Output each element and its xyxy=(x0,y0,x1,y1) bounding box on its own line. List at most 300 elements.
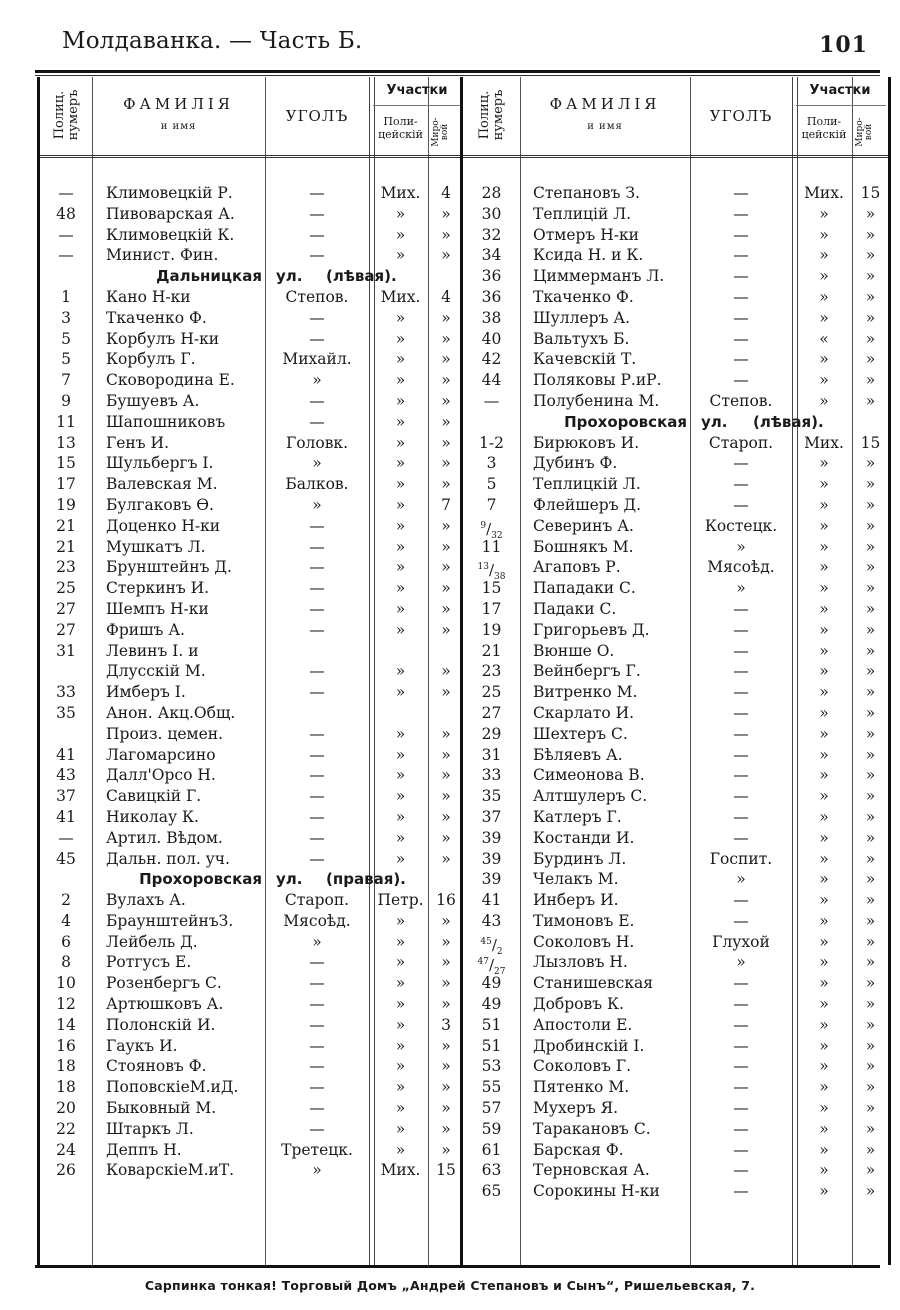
magistrate-district: 4 xyxy=(441,184,451,202)
corner-street: — xyxy=(309,1119,325,1138)
police-number: 19 xyxy=(56,495,76,514)
street-side: (лѣвая). xyxy=(753,412,824,431)
table-row xyxy=(40,537,463,558)
table-row xyxy=(463,287,888,308)
magistrate-district: » xyxy=(865,995,876,1014)
surname-name: КоварскіеМ.иТ. xyxy=(106,1161,235,1180)
police-number: 36 xyxy=(481,287,502,306)
table-row xyxy=(463,204,888,225)
table-row xyxy=(463,245,888,266)
table-row xyxy=(463,349,888,370)
magistrate-district: » xyxy=(865,204,876,223)
police-district: » xyxy=(395,1057,406,1076)
surname-name: Качевскій Т. xyxy=(533,350,637,369)
corner-street: Степов. xyxy=(285,287,349,306)
surname-name: Николау К. xyxy=(106,807,199,826)
police-number: 41 xyxy=(56,745,76,764)
table-row xyxy=(463,1140,888,1161)
surname-name: Дробинскій І. xyxy=(533,1036,645,1055)
table-row xyxy=(463,911,888,932)
police-number: 13 xyxy=(56,433,76,452)
police-number: 16 xyxy=(56,1036,76,1055)
table-row xyxy=(463,578,888,599)
corner-street: — xyxy=(733,454,749,473)
table-row xyxy=(40,516,463,537)
table-row xyxy=(40,1036,463,1057)
police-number: — xyxy=(483,391,500,410)
magistrate-district: » xyxy=(865,1161,876,1180)
corner-street: » xyxy=(312,1161,322,1180)
corner-street: — xyxy=(733,766,749,785)
surname-name: Бѣляевъ А. xyxy=(533,745,623,764)
police-district: » xyxy=(395,724,406,743)
police-number: 20 xyxy=(56,1099,76,1118)
magistrate-district: » xyxy=(441,766,451,785)
police-number: 15 xyxy=(56,454,76,473)
table-row xyxy=(463,952,888,978)
surname-name: Анон. Акц.Общ. xyxy=(106,703,236,722)
magistrate-district: » xyxy=(865,683,876,702)
table-row xyxy=(40,828,463,849)
magistrate-district: » xyxy=(865,1140,876,1159)
magistrate-district: » xyxy=(441,683,451,702)
magistrate-district: » xyxy=(441,828,451,847)
police-district: » xyxy=(819,287,829,306)
police-number: 11 xyxy=(56,412,76,431)
header-districts: Участки xyxy=(809,83,871,98)
table-row xyxy=(40,391,463,412)
surname-name: Климовецкій Р. xyxy=(106,184,233,202)
corner-street: — xyxy=(733,911,749,930)
police-district: « xyxy=(819,329,829,348)
police-district: » xyxy=(819,391,829,410)
corner-street: — xyxy=(309,1015,325,1034)
corner-street: Балков. xyxy=(285,475,349,494)
police-district: » xyxy=(395,620,406,639)
police-number: 33 xyxy=(481,766,502,785)
corner-street: — xyxy=(309,745,325,764)
police-number: 26 xyxy=(56,1161,76,1180)
corner-street: — xyxy=(309,204,325,223)
police-number: 5 xyxy=(61,350,71,369)
corner-street: Староп. xyxy=(284,891,350,910)
police-number: 19 xyxy=(481,620,502,639)
corner-street: — xyxy=(733,184,749,202)
corner-street: — xyxy=(309,184,325,202)
police-district: » xyxy=(395,329,406,348)
police-district: » xyxy=(395,246,406,265)
corner-street: Мясоѣд. xyxy=(283,911,351,930)
header-surname xyxy=(520,95,690,132)
corner-street: — xyxy=(309,1078,325,1097)
surname-name: Генъ И. xyxy=(106,433,169,452)
police-district: » xyxy=(395,662,406,681)
header-districts: Участки xyxy=(386,83,448,98)
police-district: » xyxy=(819,495,829,514)
police-number: 23 xyxy=(56,558,76,577)
police-number: — xyxy=(58,184,74,202)
corner-street: » xyxy=(736,953,746,972)
surname-name: Дальн. пол. уч. xyxy=(106,849,230,868)
table-row xyxy=(463,599,888,620)
surname-name: Вюнше О. xyxy=(533,641,615,660)
police-number: 51 xyxy=(481,1015,502,1034)
police-district: » xyxy=(819,350,829,369)
corner-street: — xyxy=(733,724,749,743)
corner-street: — xyxy=(309,807,325,826)
corner-street: — xyxy=(309,849,325,868)
table-row xyxy=(463,807,888,828)
header-police xyxy=(796,115,852,141)
police-district: » xyxy=(819,558,829,577)
police-district: » xyxy=(819,204,829,223)
police-number: 59 xyxy=(481,1119,502,1138)
bottom-rule xyxy=(35,1265,880,1268)
magistrate-district: » xyxy=(441,454,451,473)
table-row xyxy=(463,703,888,724)
corner-street: — xyxy=(309,558,325,577)
police-district: » xyxy=(819,308,829,327)
police-district: » xyxy=(395,1015,406,1034)
corner-street: Третецк. xyxy=(281,1140,353,1159)
surname-name: Барская Ф. xyxy=(533,1140,624,1159)
corner-street: Костецк. xyxy=(704,516,778,535)
police-district: » xyxy=(819,1182,829,1201)
police-district: » xyxy=(819,454,829,473)
table-row xyxy=(40,1119,463,1140)
surname-name: ПоповскіеМ.иД. xyxy=(106,1078,239,1097)
police-district: » xyxy=(819,1078,829,1097)
police-number: 30 xyxy=(481,204,502,223)
police-number: 39 xyxy=(481,828,502,847)
magistrate-district: » xyxy=(441,371,451,390)
magistrate-district: » xyxy=(441,1057,451,1076)
magistrate-district: » xyxy=(865,1099,876,1118)
magistrate-district: » xyxy=(441,974,451,993)
surname-name: Теплицкій Л. xyxy=(533,475,641,494)
surname-name: Добровъ К. xyxy=(533,995,624,1014)
header-num-line2: нумеръ xyxy=(66,89,81,141)
table-row xyxy=(463,1056,888,1077)
magistrate-district: » xyxy=(865,350,876,369)
corner-street: — xyxy=(309,412,325,431)
magistrate-district: » xyxy=(441,745,451,764)
table-row xyxy=(463,932,888,957)
table-row xyxy=(463,973,888,994)
magistrate-district: » xyxy=(865,787,876,806)
corner-street: » xyxy=(312,495,322,514)
surname-name: Лызловъ Н. xyxy=(533,953,628,972)
corner-street: — xyxy=(733,703,749,722)
table-row xyxy=(463,266,888,287)
magistrate-district: » xyxy=(441,246,451,265)
corner-street: — xyxy=(309,683,325,702)
police-district: » xyxy=(395,745,406,764)
surname-name: Соколовъ Н. xyxy=(533,932,635,951)
magistrate-district: » xyxy=(441,1078,451,1097)
surname-name: Бирюковъ И. xyxy=(533,433,640,452)
police-district: » xyxy=(395,1036,406,1055)
corner-street: — xyxy=(733,225,749,244)
police-district: » xyxy=(819,766,829,785)
magistrate-district: » xyxy=(441,1119,451,1138)
police-number: 25 xyxy=(56,579,76,598)
police-number: 17 xyxy=(56,475,76,494)
police-district: » xyxy=(819,225,829,244)
police-number: 5 xyxy=(61,329,71,348)
table-row xyxy=(463,620,888,641)
police-number: 23 xyxy=(481,662,502,681)
surname-name: Длусскій М. xyxy=(106,662,206,681)
police-number: 51 xyxy=(481,1036,502,1055)
police-district: » xyxy=(395,454,406,473)
table-row xyxy=(463,869,888,890)
police-district: » xyxy=(819,953,829,972)
corner-street: Степов. xyxy=(709,391,773,410)
police-number: 1 xyxy=(61,287,71,306)
table-row xyxy=(40,661,463,682)
magistrate-district: » xyxy=(441,204,451,223)
police-number: 4 xyxy=(61,911,71,930)
corner-street: — xyxy=(733,308,749,327)
table-row xyxy=(40,183,463,204)
corner-street: Михайл. xyxy=(282,350,352,369)
police-district: » xyxy=(819,475,829,494)
corner-street: — xyxy=(309,225,325,244)
police-district: » xyxy=(819,1140,829,1159)
police-number: 38 xyxy=(481,308,502,327)
table-row xyxy=(463,1098,888,1119)
police-number: 41 xyxy=(481,891,502,910)
header-mir-line2: вой xyxy=(864,123,874,141)
corner-street: — xyxy=(733,599,749,618)
police-number: 21 xyxy=(56,537,76,556)
table-row xyxy=(463,724,888,745)
police-number: — xyxy=(58,246,74,265)
table-header xyxy=(463,77,888,158)
police-district: » xyxy=(819,995,829,1014)
corner-street: — xyxy=(733,1036,749,1055)
police-district: » xyxy=(819,745,829,764)
police-district: » xyxy=(819,641,829,660)
corner-street: — xyxy=(309,1099,325,1118)
police-number: 39 xyxy=(481,849,502,868)
street-section-heading xyxy=(40,266,463,287)
surname-name: Станишевская xyxy=(533,974,654,993)
police-district: Мих. xyxy=(380,184,421,202)
table-row xyxy=(40,620,463,641)
police-district: Мих. xyxy=(804,433,844,452)
corner-street: » xyxy=(736,870,746,889)
surname-name: Инберъ И. xyxy=(533,891,619,910)
police-number: 21 xyxy=(56,516,76,535)
left-directory-table xyxy=(37,77,463,1265)
table-row xyxy=(40,994,463,1015)
police-district: » xyxy=(395,516,406,535)
corner-street: » xyxy=(312,371,322,390)
magistrate-district: » xyxy=(441,1036,451,1055)
police-number: 27 xyxy=(56,599,76,618)
police-district: » xyxy=(819,516,829,535)
corner-street: » xyxy=(736,537,746,556)
police-number: 55 xyxy=(481,1078,502,1097)
surname-name: Быковный М. xyxy=(106,1099,217,1118)
surname-name: Алтшулеръ С. xyxy=(533,787,648,806)
table-row xyxy=(463,641,888,662)
magistrate-district: » xyxy=(865,911,876,930)
magistrate-district: » xyxy=(865,475,876,494)
corner-street: — xyxy=(733,1140,749,1159)
police-district: » xyxy=(395,1119,406,1138)
surname-name: Ткаченко Ф. xyxy=(106,308,207,327)
corner-street: — xyxy=(309,391,325,410)
police-number: 28 xyxy=(481,184,502,202)
header-mir xyxy=(856,110,874,154)
surname-name: Левинъ І. и xyxy=(106,641,199,660)
magistrate-district: » xyxy=(441,225,451,244)
police-district: » xyxy=(819,870,829,889)
magistrate-district: » xyxy=(865,287,876,306)
magistrate-district: » xyxy=(865,766,876,785)
table-row xyxy=(40,932,463,953)
corner-street: — xyxy=(733,891,749,910)
table-row xyxy=(40,745,463,766)
magistrate-district: » xyxy=(865,703,876,722)
corner-street: — xyxy=(733,1078,749,1097)
police-district: » xyxy=(395,849,406,868)
police-district: » xyxy=(395,932,406,951)
table-row xyxy=(40,578,463,599)
header-corner: УГОЛЪ xyxy=(709,107,773,125)
street-section-heading xyxy=(40,869,463,890)
police-number: 24 xyxy=(56,1140,76,1159)
magistrate-district: » xyxy=(441,516,451,535)
police-district: » xyxy=(395,308,406,327)
corner-street: — xyxy=(309,246,325,265)
police-number: 41 xyxy=(56,807,76,826)
surname-name: Вальтухъ Б. xyxy=(533,329,630,348)
police-number: 7 xyxy=(486,495,497,514)
police-number: 12 xyxy=(56,995,76,1014)
surname-name: Стеркинъ И. xyxy=(106,579,210,598)
police-district: » xyxy=(395,974,406,993)
surname-name: Шульбергъ І. xyxy=(106,454,214,473)
police-number: 39 xyxy=(481,870,502,889)
surname-name: Штаркъ Л. xyxy=(106,1119,194,1138)
table-row xyxy=(40,308,463,329)
police-district: » xyxy=(819,974,829,993)
police-district: » xyxy=(819,1099,829,1118)
corner-street: — xyxy=(309,1036,325,1055)
table-row xyxy=(40,1015,463,1036)
police-number: $^{45}/_2$ xyxy=(480,935,503,957)
police-district: » xyxy=(819,703,829,722)
header-mir-line2: вой xyxy=(440,123,450,141)
table-row xyxy=(40,453,463,474)
table-row xyxy=(40,349,463,370)
police-number: 8 xyxy=(61,953,71,972)
page-number: 101 xyxy=(819,32,868,58)
corner-street: » xyxy=(312,932,322,951)
surname-name: Отмеръ Н-ки xyxy=(533,225,639,244)
magistrate-district: » xyxy=(865,558,876,577)
surname-name: Шехтеръ С. xyxy=(533,724,628,743)
police-number: 48 xyxy=(56,204,76,223)
police-number: 1-2 xyxy=(479,433,504,452)
corner-street: — xyxy=(733,287,749,306)
corner-street: — xyxy=(733,267,749,286)
table-row xyxy=(463,1119,888,1140)
surname-name: Дубинъ Ф. xyxy=(533,454,618,473)
police-district: Мих. xyxy=(804,184,844,202)
magistrate-district: » xyxy=(865,620,876,639)
police-number: 49 xyxy=(481,974,502,993)
header-corner: УГОЛЪ xyxy=(285,107,349,125)
surname-name: Артил. Вѣдом. xyxy=(106,828,223,847)
magistrate-district: » xyxy=(441,849,451,868)
police-district: » xyxy=(819,724,829,743)
magistrate-district: » xyxy=(865,1015,876,1034)
police-district: Мих. xyxy=(380,287,421,306)
header-police-line2: цейскій xyxy=(378,128,423,141)
police-number: 45 xyxy=(56,849,76,868)
surname-name: Фришъ А. xyxy=(106,620,185,639)
corner-street: — xyxy=(309,662,325,681)
corner-street: Староп. xyxy=(708,433,774,452)
police-district: » xyxy=(819,662,829,681)
police-district: » xyxy=(395,599,406,618)
table-row xyxy=(40,724,463,745)
magistrate-district: 7 xyxy=(441,495,451,514)
corner-street: — xyxy=(733,371,749,390)
police-number: 37 xyxy=(481,807,502,826)
header-num-line1: Полиц. xyxy=(477,90,492,140)
police-district: Мих. xyxy=(380,1161,421,1180)
police-district: » xyxy=(819,599,829,618)
corner-street: — xyxy=(733,1119,749,1138)
police-number: 57 xyxy=(481,1099,502,1118)
magistrate-district: » xyxy=(441,724,451,743)
surname-name: Ротгусъ Е. xyxy=(106,953,192,972)
surname-name: Бошнякъ М. xyxy=(533,537,634,556)
header-surname-label: ФАМИЛІЯ xyxy=(549,95,661,113)
surname-name: Мухеръ Я. xyxy=(533,1099,619,1118)
corner-street: — xyxy=(733,745,749,764)
police-district: » xyxy=(819,267,829,286)
corner-street: — xyxy=(733,974,749,993)
table-row xyxy=(40,911,463,932)
police-number: $^{47}/_{27}$ xyxy=(477,956,506,978)
header-police-number xyxy=(53,76,81,154)
corner-street: » xyxy=(312,454,322,473)
table-body xyxy=(40,183,463,1181)
street-side: (лѣвая). xyxy=(326,267,397,286)
police-number: 61 xyxy=(481,1140,502,1159)
police-district: » xyxy=(819,537,829,556)
surname-name: Северинъ А. xyxy=(533,516,634,535)
police-number: 63 xyxy=(481,1161,502,1180)
surname-name: Терновская А. xyxy=(533,1161,650,1180)
magistrate-district: » xyxy=(865,828,876,847)
magistrate-district: » xyxy=(865,267,876,286)
street-suffix: ул. xyxy=(701,412,728,431)
magistrate-district: » xyxy=(865,807,876,826)
police-district: » xyxy=(819,1036,829,1055)
surname-name: Корбулъ Н-ки xyxy=(106,329,220,348)
magistrate-district: » xyxy=(865,1078,876,1097)
police-district: » xyxy=(395,1099,406,1118)
table-row xyxy=(463,453,888,474)
